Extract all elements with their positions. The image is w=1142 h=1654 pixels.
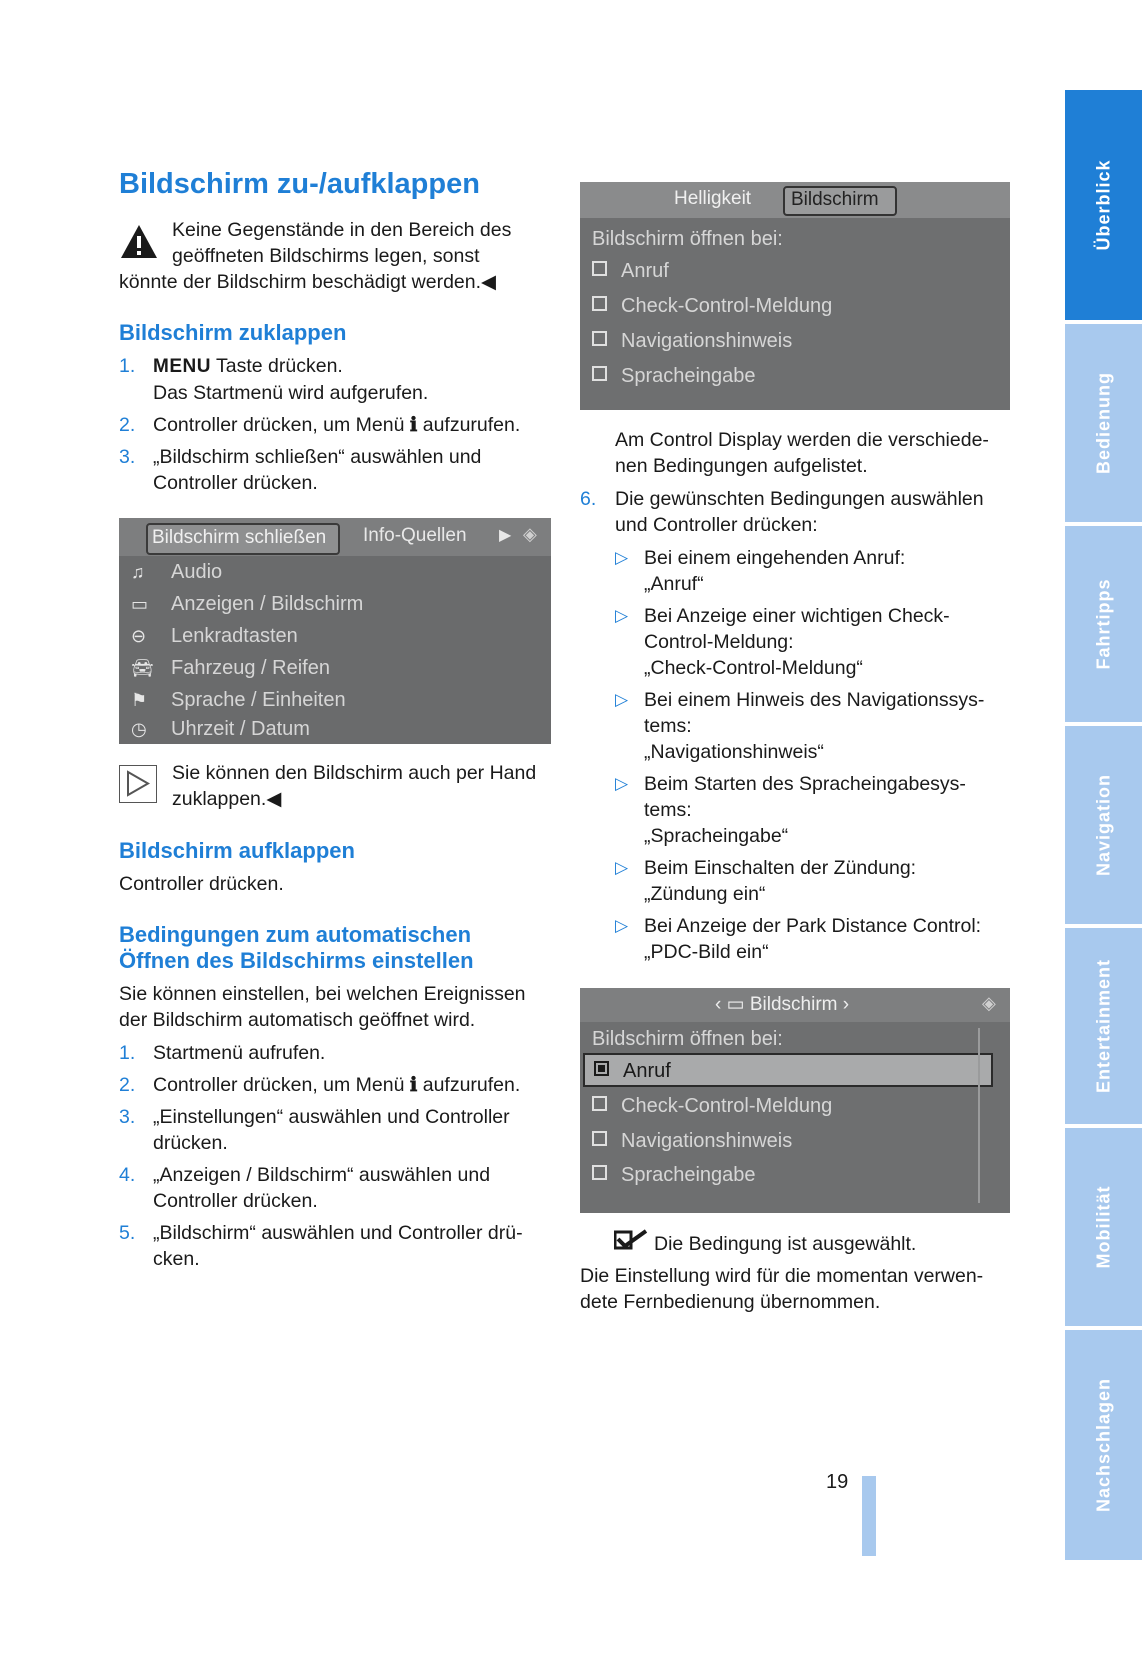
- final-line-1: Die Einstellung wird für die momentan verwen-: [580, 1265, 984, 1287]
- step-text: Taste drücken.: [216, 355, 343, 377]
- bullet-item: [615, 771, 1025, 849]
- section-heading-auto-l1: Bedingungen zum automatischen: [119, 922, 472, 947]
- step-text: „Anzeigen / Bildschirm“ auswählen und: [153, 1164, 491, 1186]
- option-row-selected[interactable]: [583, 1053, 993, 1087]
- car-icon: 🚘︎: [131, 658, 154, 678]
- bullet-text: Bei Anzeige einer wichtigen Check-: [644, 605, 950, 627]
- option-label: Anruf: [623, 1060, 671, 1082]
- bullet-text: „Check-Control-Meldung“: [644, 657, 863, 679]
- step-number: 4.: [119, 1164, 136, 1186]
- option-label: Spracheingabe: [621, 365, 756, 387]
- tab-bildschirm[interactable]: [783, 186, 897, 216]
- arrow-bullet-icon: ▷: [615, 858, 629, 877]
- checkbox-icon: [592, 261, 607, 276]
- bullet-text: Beim Starten des Spracheingabesys-: [644, 773, 966, 795]
- bullet-item: [615, 545, 1025, 597]
- page-number-bar: [862, 1476, 876, 1556]
- checked-condition-icon: [614, 1229, 648, 1251]
- side-tab-label: Bedienung: [1093, 372, 1113, 474]
- step-item: [119, 1072, 559, 1098]
- bullet-text: „Spracheingabe“: [644, 825, 789, 847]
- tab-nachschlagen[interactable]: [1065, 1330, 1142, 1560]
- note-line-2: zuklappen.◀: [172, 788, 282, 810]
- display-screenshot-1: [580, 182, 1010, 410]
- step-text: Die gewünschten Bedingungen auswählen: [615, 488, 984, 510]
- option-label: Navigationshinweis: [621, 330, 793, 352]
- warning-line-1: Keine Gegenstände in den Bereich des: [172, 219, 512, 241]
- bullet-text: Bei einem eingehenden Anruf:: [644, 547, 906, 569]
- right-p1-l2: nen Bedingungen aufgelistet.: [615, 455, 868, 477]
- section-heading-close: Bildschirm zuklappen: [119, 320, 347, 345]
- tab-entertainment[interactable]: [1065, 928, 1142, 1124]
- step-number: 2.: [119, 414, 136, 436]
- auto-steps: [119, 1040, 559, 1272]
- menu-item-label: Anzeigen / Bildschirm: [171, 593, 364, 615]
- side-tab-label: Entertainment: [1093, 958, 1113, 1094]
- option-label: Spracheingabe: [621, 1164, 756, 1186]
- menu-item-label: Sprache / Einheiten: [171, 689, 346, 711]
- note-arrow-icon: [119, 765, 157, 803]
- step-number: 1.: [119, 355, 136, 377]
- menu-item[interactable]: [131, 593, 363, 616]
- menu-screenshot: [119, 518, 551, 744]
- step-text: „Bildschirm schließen“ auswählen und: [153, 446, 482, 468]
- tab-active-label: Bildschirm schließen: [152, 527, 327, 548]
- display-screenshot-2: [580, 988, 1010, 1213]
- checkbox-checked-icon: [594, 1061, 609, 1076]
- screen2-label: Bildschirm öffnen bei:: [592, 1028, 783, 1050]
- tab-arrow-icon[interactable]: ▶: [499, 527, 512, 544]
- arrow-bullet-icon: ▷: [615, 606, 629, 625]
- note-line-1: Sie können den Bildschirm auch per Hand: [172, 762, 537, 784]
- step-text: aufzurufen.: [422, 414, 521, 436]
- checkbox-icon: [592, 1165, 607, 1180]
- step-text: Controller drücken.: [153, 1190, 318, 1212]
- step-text: aufzurufen.: [422, 1074, 521, 1096]
- side-tab-label: Fahrtipps: [1093, 578, 1113, 670]
- bullet-text: „Navigationshinweis“: [644, 741, 824, 763]
- bullet-text: „PDC-Bild ein“: [644, 941, 769, 963]
- side-tab-label: Nachschlagen: [1093, 1377, 1113, 1513]
- tab-bildschirm-label: Bildschirm: [791, 189, 879, 210]
- bullet-text: „Anruf“: [644, 573, 704, 595]
- option-label: Navigationshinweis: [621, 1130, 793, 1152]
- bullet-text: Bei Anzeige der Park Distance Control:: [644, 915, 982, 937]
- step-text: drücken.: [153, 1132, 228, 1154]
- step-text: Controller drücken, um Menü: [153, 1074, 405, 1096]
- condition-bullets: [615, 545, 1025, 965]
- tab-helligkeit[interactable]: Helligkeit: [674, 188, 752, 209]
- bullet-text: Beim Einschalten der Zündung:: [644, 857, 917, 879]
- menu-item-label: Lenkradtasten: [171, 625, 298, 647]
- menu-item[interactable]: [131, 561, 222, 584]
- bullet-item: [615, 855, 1025, 907]
- right-p1-l1: Am Control Display werden die verschiede-: [615, 429, 989, 451]
- bullet-text: „Zündung ein“: [644, 883, 766, 905]
- step-item: [119, 1162, 559, 1214]
- menu-item[interactable]: [131, 718, 310, 741]
- tab-navigation[interactable]: [1065, 726, 1142, 924]
- step-number: 3.: [119, 1106, 136, 1128]
- arrow-bullet-icon: ▷: [615, 916, 629, 935]
- step-item: [119, 412, 559, 438]
- step-text: Controller drücken.: [153, 472, 318, 494]
- info-icon: ℹ: [409, 1073, 418, 1096]
- step-item: [119, 1104, 559, 1156]
- chevron-right-icon: ›: [842, 994, 850, 1015]
- bullet-text: tems:: [644, 715, 692, 737]
- bullet-text: tems:: [644, 799, 692, 821]
- controller-icon: ◈: [523, 524, 537, 544]
- scrollbar[interactable]: [978, 1028, 980, 1203]
- menu-key-label: MENU: [153, 356, 211, 377]
- option-row[interactable]: [592, 330, 792, 353]
- option-row[interactable]: [592, 1164, 756, 1187]
- option-row[interactable]: [592, 1095, 832, 1118]
- step-item: [119, 1040, 559, 1066]
- option-row[interactable]: [592, 1130, 792, 1153]
- screen2-title: [715, 993, 849, 1016]
- final-line-2: dete Fernbedienung übernommen.: [580, 1291, 881, 1313]
- bullet-item: [615, 687, 1025, 765]
- section-heading-open: Bildschirm aufklappen: [119, 838, 355, 863]
- tab-active[interactable]: [146, 523, 340, 555]
- warning-line-2: geöffneten Bildschirms legen, sonst: [172, 245, 480, 267]
- option-label: Check-Control-Meldung: [621, 295, 833, 317]
- option-label: Anruf: [621, 260, 669, 282]
- close-steps: [119, 353, 559, 496]
- bullet-item: [615, 913, 1025, 965]
- step-item: [119, 353, 559, 406]
- step-text: und Controller drücken:: [615, 514, 818, 536]
- side-tab-label: Überblick: [1093, 159, 1113, 251]
- chevron-left-icon: ‹: [715, 994, 722, 1015]
- bullet-text: Control-Meldung:: [644, 631, 794, 653]
- menu-item-label: Audio: [171, 561, 223, 583]
- page-title: Bildschirm zu-/aufklappen: [119, 168, 480, 200]
- section-heading-auto-l2: Öffnen des Bildschirms einstellen: [119, 948, 474, 973]
- screen2-title-text: Bildschirm: [749, 994, 838, 1015]
- menu-item-label: Fahrzeug / Reifen: [171, 657, 330, 679]
- step-number: 6.: [580, 488, 597, 510]
- selected-note: Die Bedingung ist ausgewählt.: [654, 1233, 917, 1255]
- option-row[interactable]: [592, 295, 832, 318]
- arrow-bullet-icon: ▷: [615, 774, 629, 793]
- tab-fahrtipps[interactable]: [1065, 526, 1142, 722]
- flag-icon: ⚑: [131, 690, 148, 710]
- side-tab-label: Navigation: [1093, 773, 1113, 877]
- warning-triangle-icon: [119, 222, 159, 262]
- controller-icon: ◈: [982, 993, 996, 1013]
- step-item: [119, 1220, 559, 1272]
- step-text: „Einstellungen“ auswählen und Controller: [153, 1106, 510, 1128]
- step-text: Controller drücken, um Menü: [153, 414, 405, 436]
- checkbox-icon: [592, 331, 607, 346]
- option-label: Check-Control-Meldung: [621, 1095, 833, 1117]
- step-number: 3.: [119, 446, 136, 468]
- step-6: [580, 486, 1020, 538]
- page-number: 19: [826, 1471, 849, 1493]
- steering-wheel-icon: ⊖: [131, 626, 147, 646]
- auto-intro-l1: Sie können einstellen, bei welchen Ereignissen: [119, 983, 526, 1005]
- step-text: Das Startmenü wird aufgerufen.: [153, 382, 429, 404]
- tab-mobilitaet[interactable]: [1065, 1128, 1142, 1326]
- info-icon: ℹ: [409, 413, 418, 436]
- step-item: [580, 486, 1020, 538]
- screen1-label: Bildschirm öffnen bei:: [592, 228, 783, 250]
- display-icon: ▭: [131, 594, 149, 614]
- menu-item-label: Uhrzeit / Datum: [171, 718, 310, 740]
- option-row[interactable]: [592, 260, 669, 283]
- bullet-text: Bei einem Hinweis des Navigationssys-: [644, 689, 985, 711]
- menu-item[interactable]: [131, 657, 330, 680]
- step-item: [119, 444, 559, 496]
- tab-ueberblick[interactable]: [1065, 90, 1142, 320]
- auto-intro-l2: der Bildschirm automatisch geöffnet wird.: [119, 1009, 476, 1031]
- arrow-bullet-icon: ▷: [615, 548, 629, 567]
- checkbox-icon: [592, 1096, 607, 1111]
- open-text: Controller drücken.: [119, 873, 284, 895]
- step-text: „Bildschirm“ auswählen und Controller drü-: [153, 1222, 523, 1244]
- step-number: 2.: [119, 1074, 136, 1096]
- step-number: 5.: [119, 1222, 136, 1244]
- tab-info-sources[interactable]: Info-Quellen: [363, 525, 467, 546]
- checkbox-icon: [592, 296, 607, 311]
- menu-item[interactable]: [131, 689, 346, 712]
- checkbox-icon: [592, 1131, 607, 1146]
- step-text: cken.: [153, 1248, 200, 1270]
- side-tab-label: Mobilität: [1093, 1185, 1113, 1269]
- checkbox-icon: [592, 366, 607, 381]
- option-row[interactable]: [592, 365, 756, 388]
- menu-item[interactable]: [131, 625, 298, 648]
- display-icon: ▭: [726, 994, 745, 1015]
- bullet-item: [615, 603, 1025, 681]
- arrow-bullet-icon: ▷: [615, 690, 629, 709]
- warning-line-3: könnte der Bildschirm beschädigt werden.◀: [119, 271, 497, 293]
- audio-icon: ♫: [131, 562, 145, 582]
- step-number: 1.: [119, 1042, 136, 1064]
- step-text: Startmenü aufrufen.: [153, 1042, 326, 1064]
- clock-icon: ◷: [131, 719, 147, 739]
- tab-bedienung[interactable]: [1065, 324, 1142, 522]
